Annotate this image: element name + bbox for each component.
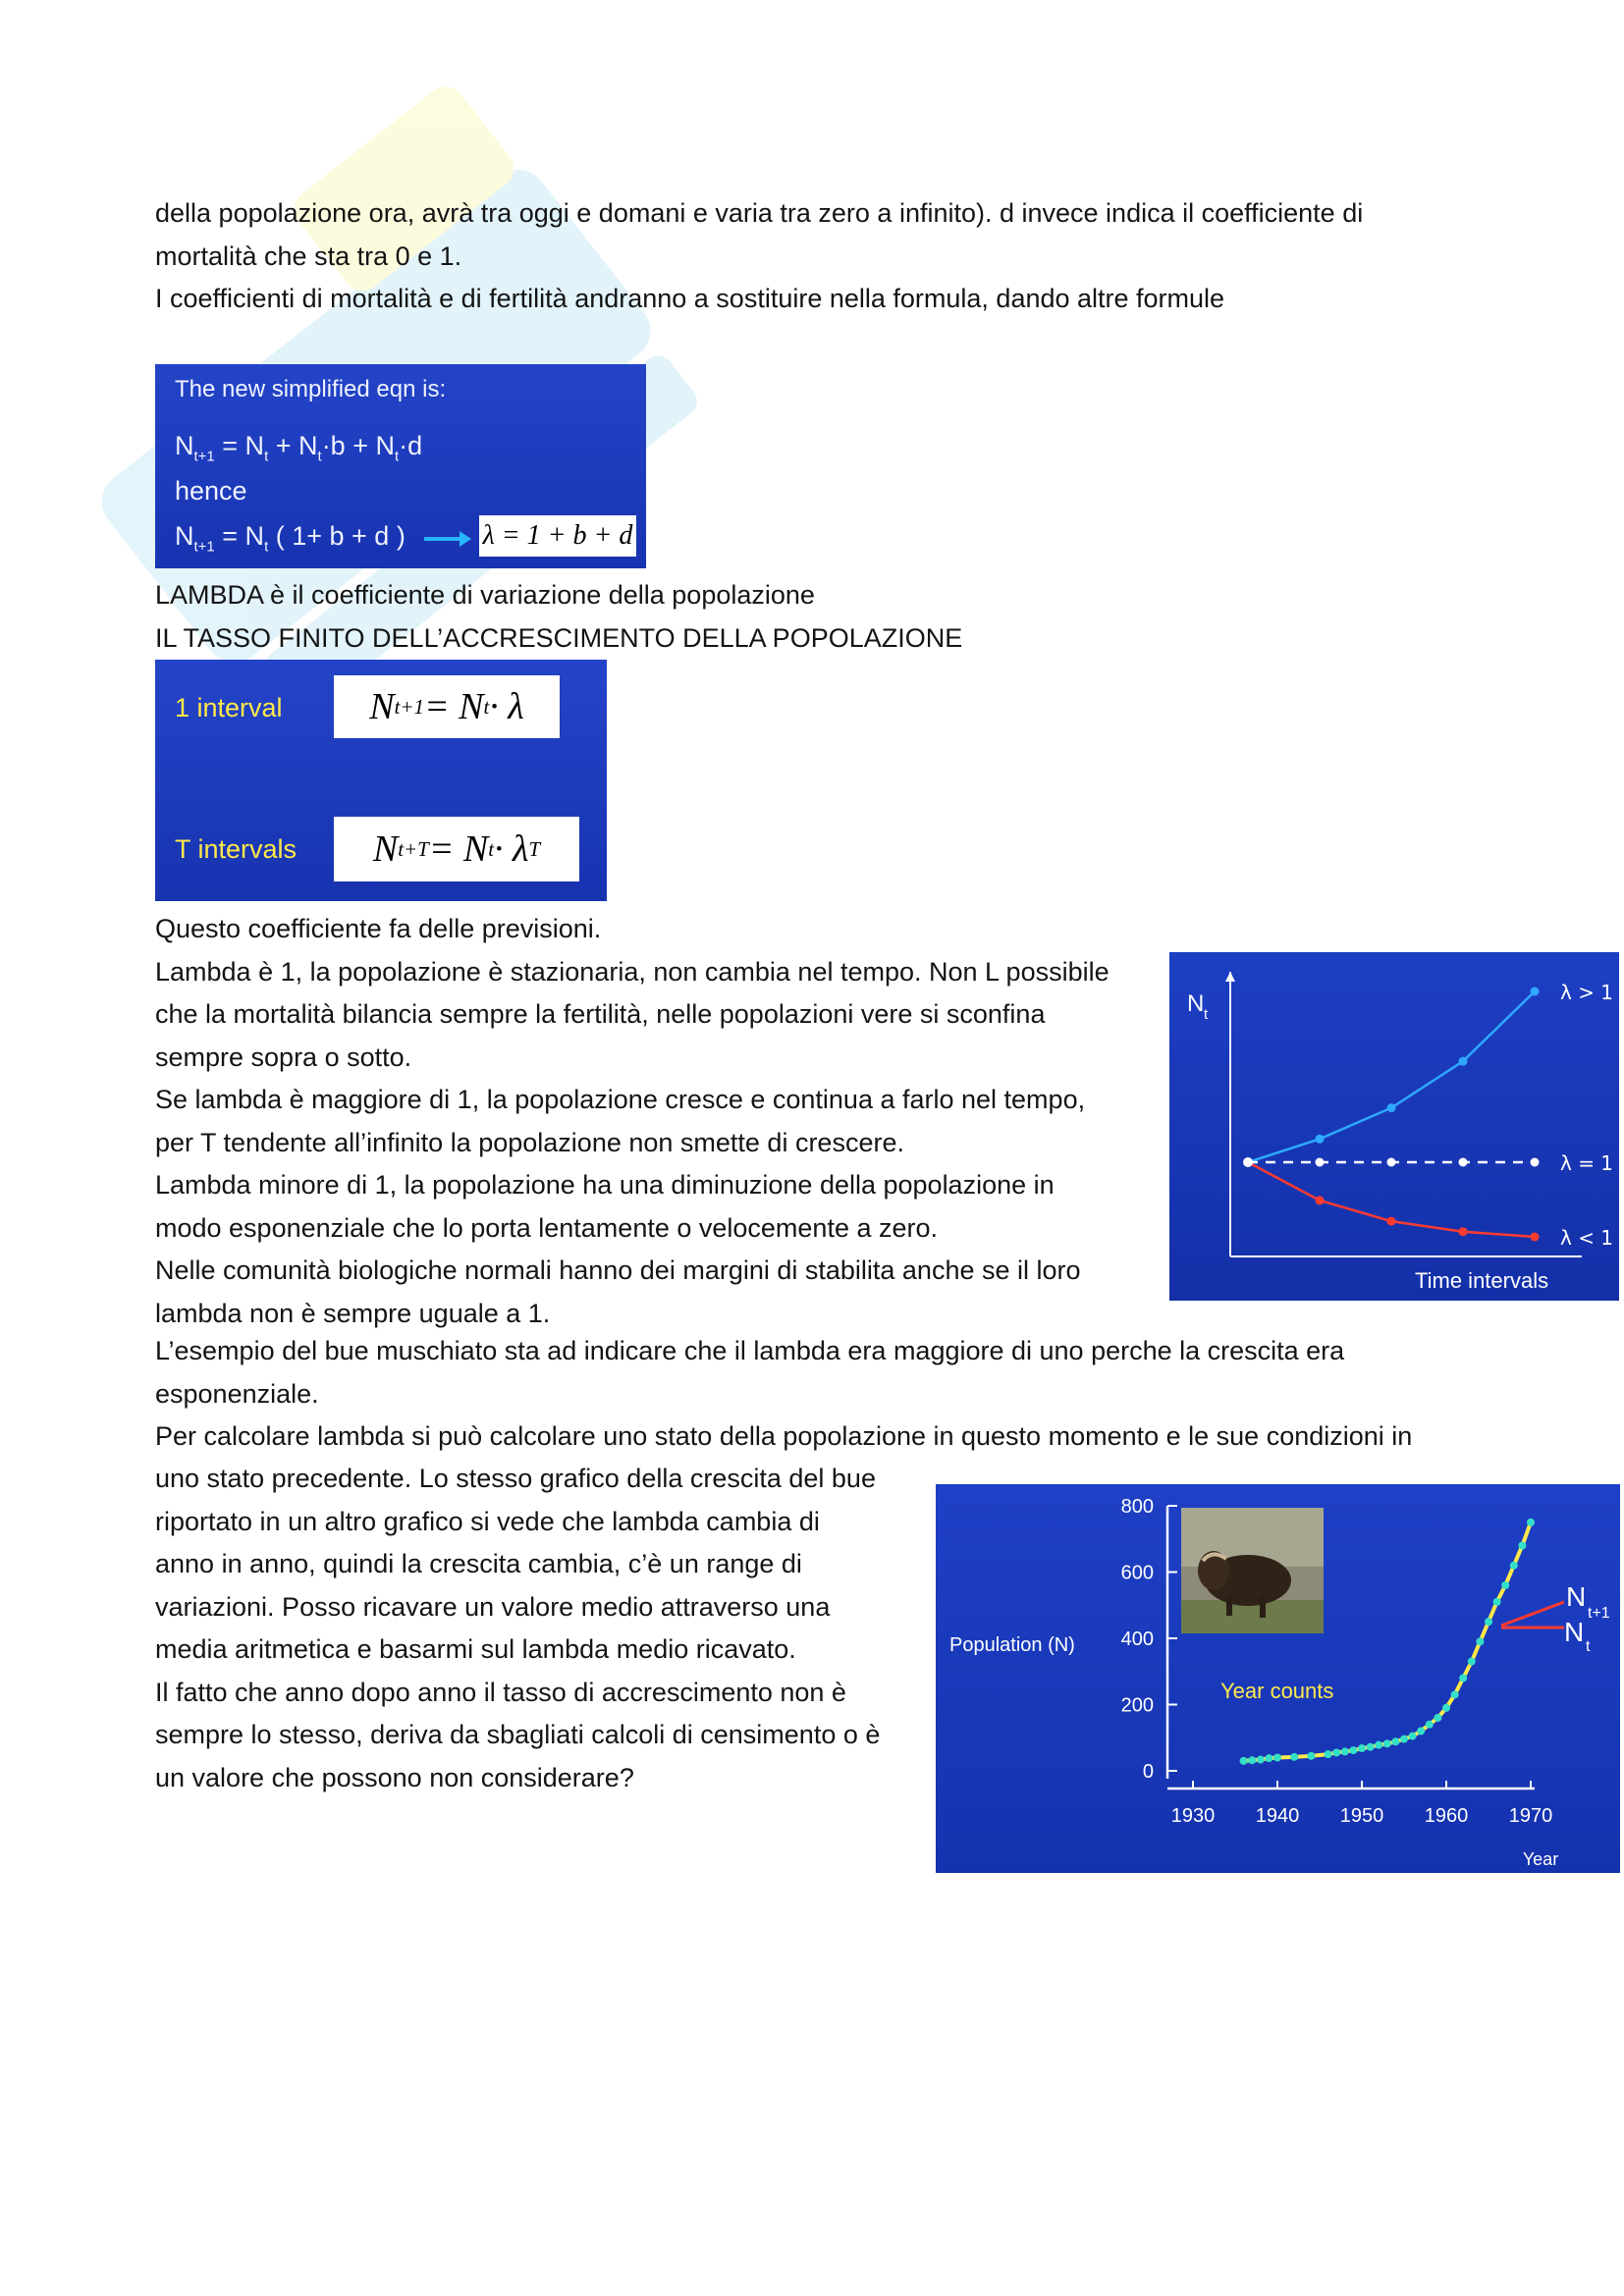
hence-label: hence — [175, 476, 247, 506]
data-point — [1391, 1737, 1399, 1745]
legend-label: λ > 1 — [1560, 981, 1614, 1004]
data-point — [1501, 1581, 1509, 1589]
data-point — [1341, 1747, 1349, 1755]
y-axis-arrow — [1225, 972, 1235, 982]
legend-label: λ = 1 — [1560, 1151, 1614, 1175]
data-point — [1459, 1227, 1468, 1236]
x-axis-label: Time intervals — [1415, 1268, 1549, 1293]
series-line — [1248, 1162, 1535, 1237]
data-point — [1265, 1754, 1272, 1762]
legend-label-sub: t+1 — [1588, 1605, 1610, 1622]
data-point — [1442, 1704, 1450, 1712]
data-point — [1387, 1158, 1396, 1167]
paragraph: Lambda è 1, la popolazione è stazionaria, non cambia nel tempo. Non L possibile — [155, 956, 1110, 987]
x-tick-label: 1950 — [1339, 1805, 1384, 1827]
paragraph: Per calcolare lambda si può calcolare uno stato della popolazione in questo momento e le sue condizioni in — [155, 1421, 1413, 1451]
legend-label: λ < 1 — [1560, 1226, 1614, 1250]
data-point — [1527, 1519, 1535, 1526]
slide-growth-formulas — [155, 660, 607, 901]
legend-label: N — [1566, 1581, 1587, 1612]
x-tick-label: 1930 — [1170, 1805, 1216, 1827]
paragraph: media aritmetica e basarmi sul lambda medio ricavato. — [155, 1634, 796, 1664]
data-point — [1400, 1735, 1408, 1743]
musk-ox-photo — [1181, 1508, 1324, 1633]
data-point — [1531, 1233, 1540, 1242]
data-point — [1485, 1618, 1492, 1626]
paragraph: della popolazione ora, avrà tra oggi e domani e varia tra zero a infinito). d invece indica il coefficiente di — [155, 198, 1364, 228]
data-point — [1273, 1754, 1281, 1762]
formula-one-interval: N t+1 = N t · λ — [334, 675, 560, 738]
paragraph: IL TASSO FINITO DELL’ACCRESCIMENTO DELLA POPOLAZIONE — [155, 622, 963, 653]
x-axis-label: Year — [1522, 1849, 1559, 1869]
data-point — [1531, 988, 1540, 996]
x-tick-label: 1940 — [1255, 1805, 1300, 1827]
y-tick-label: 200 — [1120, 1694, 1154, 1717]
data-point — [1349, 1746, 1357, 1754]
data-point — [1332, 1748, 1340, 1756]
arrow-right-icon — [422, 529, 473, 549]
legend-label: N — [1564, 1617, 1585, 1647]
lambda-explanation-text — [155, 908, 1157, 1335]
paragraph: esponenziale. — [155, 1378, 319, 1409]
paragraph: lambda non è sempre uguale a 1. — [155, 1298, 551, 1328]
lambda-variation-text — [155, 1458, 921, 1799]
chart-lambda-curves — [1169, 952, 1619, 1301]
paragraph: uno stato precedente. Lo stesso grafico della crescita del bue — [155, 1464, 876, 1493]
data-point — [1387, 1217, 1396, 1226]
data-point — [1459, 1057, 1468, 1066]
data-point — [1459, 1158, 1468, 1167]
paragraph: LAMBDA è il coefficiente di variazione della popolazione — [155, 580, 815, 610]
paragraph: riportato in un altro grafico si vede che lambda cambia di — [155, 1506, 820, 1536]
data-point — [1510, 1562, 1518, 1570]
chart-title: Year counts — [1220, 1679, 1334, 1703]
y-axis-label-sub: t — [1204, 1006, 1209, 1023]
paragraph: Nelle comunità biologiche normali hanno dei margini di stabilita anche se il loro — [155, 1255, 1081, 1285]
data-point — [1417, 1728, 1425, 1735]
t-intervals-label: T intervals — [175, 834, 298, 864]
paragraph: che la mortalità bilancia sempre la fertilità, nelle popolazioni vere si sconfina — [155, 999, 1046, 1029]
x-tick-label: 1960 — [1424, 1805, 1469, 1827]
paragraph: un valore che possono non considerare? — [155, 1762, 634, 1792]
data-point — [1290, 1753, 1298, 1761]
y-axis-label: N — [1187, 990, 1205, 1017]
paragraph: mortalità che sta tra 0 e 1. — [155, 240, 462, 271]
paragraph: variazioni. Posso ricavare un valore medio attraverso una — [155, 1591, 831, 1622]
data-point — [1434, 1714, 1441, 1722]
data-point — [1316, 1196, 1325, 1204]
data-point — [1468, 1658, 1476, 1666]
data-point — [1257, 1756, 1265, 1764]
slide-simplified-equation — [155, 364, 646, 568]
slide-title: The new simplified eqn is: — [175, 376, 447, 402]
y-axis-label: Population (N) — [949, 1634, 1075, 1656]
data-point — [1531, 1158, 1540, 1167]
paragraph: I coefficienti di mortalità e di fertilità andranno a sostituire nella formula, dando altre formule — [155, 284, 1225, 313]
data-point — [1387, 1103, 1396, 1112]
origin-point — [1243, 1157, 1253, 1167]
intro-text — [155, 192, 1471, 321]
paragraph: sempre lo stesso, deriva da sbagliati calcoli di censimento o è — [155, 1720, 881, 1749]
data-point — [1493, 1598, 1501, 1606]
data-point — [1240, 1757, 1248, 1765]
data-point — [1409, 1733, 1417, 1740]
data-point — [1451, 1690, 1459, 1698]
equation-line-2: $N_{t+1} = N_t$ ( 1+ b + d ) — [175, 521, 406, 556]
data-point — [1316, 1135, 1325, 1144]
equation-line-1: $N_{t+1} = N_t + N_t\cdot b + N_t\cdot d$ — [175, 431, 423, 465]
data-point — [1248, 1756, 1256, 1764]
paragraph: anno in anno, quindi la crescita cambia, c’è un range di — [155, 1549, 802, 1578]
y-tick-label: 600 — [1120, 1562, 1154, 1584]
data-point — [1367, 1743, 1375, 1751]
data-point — [1426, 1721, 1434, 1729]
chart-lambda-svg — [1169, 952, 1619, 1301]
data-point — [1476, 1637, 1484, 1645]
data-point — [1383, 1739, 1391, 1747]
y-tick-label: 800 — [1120, 1496, 1154, 1518]
paragraph: per T tendente all’infinito la popolazione non smette di crescere. — [155, 1127, 904, 1157]
paragraph: sempre sopra o sotto. — [155, 1041, 412, 1072]
data-point — [1358, 1744, 1366, 1752]
series-line — [1248, 991, 1535, 1162]
lambda-definition-text — [155, 574, 1039, 660]
chart-musk-ox-population — [936, 1484, 1620, 1873]
chart-population-svg — [936, 1484, 1620, 1873]
data-point — [1375, 1741, 1382, 1749]
data-point — [1316, 1158, 1325, 1167]
data-point — [1459, 1675, 1467, 1682]
paragraph: L’esempio del bue muschiato sta ad indicare che il lambda era maggiore di uno perche la crescita era — [155, 1336, 1345, 1365]
paragraph: Se lambda è maggiore di 1, la popolazione cresce e continua a farlo nel tempo, — [155, 1085, 1086, 1114]
formula-t-intervals: N t+T = N t · λ T — [334, 817, 579, 881]
paragraph: Questo coefficiente fa delle previsioni. — [155, 914, 602, 943]
musk-ox-text — [155, 1330, 1530, 1459]
y-tick-label: 400 — [1120, 1629, 1154, 1650]
one-interval-label: 1 interval — [175, 693, 283, 722]
paragraph: Lambda minore di 1, la popolazione ha una diminuzione della popolazione in — [155, 1170, 1055, 1200]
lambda-formula-box: λ = 1 + b + d — [479, 515, 636, 557]
y-tick-label: 0 — [1142, 1761, 1154, 1783]
legend-arrow — [1501, 1602, 1564, 1626]
data-point — [1307, 1752, 1315, 1760]
data-point — [1518, 1542, 1526, 1550]
paragraph: Il fatto che anno dopo anno il tasso di accrescimento non è — [155, 1677, 846, 1707]
data-point — [1325, 1750, 1332, 1758]
legend-label-sub: t — [1586, 1638, 1591, 1655]
x-tick-label: 1970 — [1508, 1805, 1553, 1827]
paragraph: modo esponenziale che lo porta lentamente o velocemente a zero. — [155, 1212, 939, 1243]
